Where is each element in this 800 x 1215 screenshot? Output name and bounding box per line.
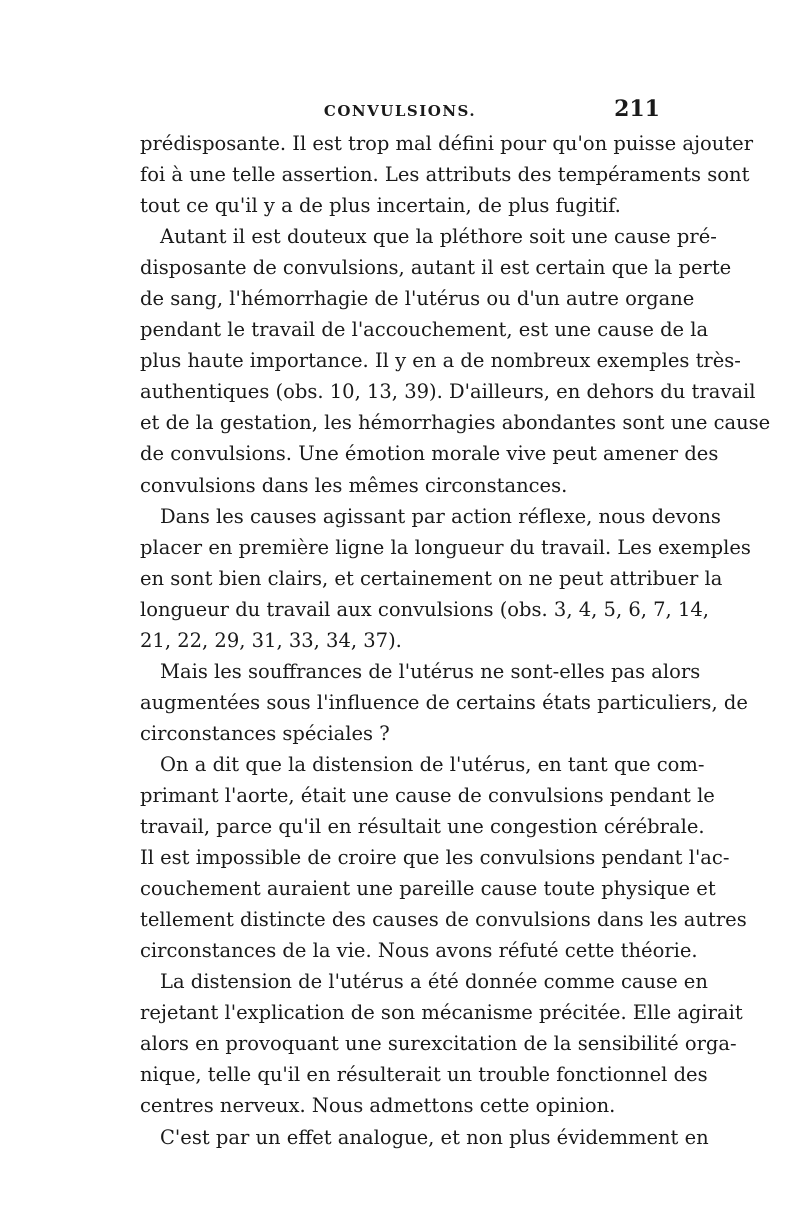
text-line: travail, parce qu'il en résultait une congestion cérébrale. (140, 815, 705, 839)
running-title: CONVULSIONS. (323, 102, 477, 120)
text-line: C'est par un effet analogue, et non plus évidemment en (160, 1125, 709, 1149)
text-line: 21, 22, 29, 31, 33, 34, 37). (140, 628, 402, 652)
text-line: authentiques (obs. 10, 13, 39). D'ailleurs, en dehors du travail (140, 380, 756, 404)
text-line: couchement auraient une pareille cause toute physique et (140, 877, 716, 901)
text-line: augmentées sous l'influence de certains états particuliers, de (140, 690, 748, 714)
text-line: nique, telle qu'il en résulterait un trouble fonctionnel des (140, 1063, 708, 1087)
text-line: tout ce qu'il y a de plus incertain, de plus fugitif. (140, 194, 621, 218)
running-head (140, 96, 660, 126)
text-line: foi à une telle assertion. Les attributs des tempéraments sont (140, 163, 750, 187)
text-line: La distension de l'utérus a été donnée comme cause en (160, 970, 708, 994)
page-number: 211 (614, 96, 660, 122)
text-line: prédisposante. Il est trop mal défini pour qu'on puisse ajouter (140, 132, 754, 155)
text-line: et de la gestation, les hémorrhagies abondantes sont une cause (140, 411, 771, 435)
text-line: de convulsions. Une émotion morale vive peut amener des (140, 442, 719, 466)
text-line: circonstances spéciales ? (140, 721, 390, 745)
text-line: circonstances de la vie. Nous avons réfuté cette théorie. (140, 939, 698, 963)
text-line: de sang, l'hémorrhagie de l'utérus ou d'un autre organe (140, 287, 695, 311)
text-line: alors en provoquant une surexcitation de la sensibilité orga- (140, 1032, 737, 1056)
text-line: en sont bien clairs, et certainement on ne peut attribuer la (140, 566, 723, 590)
body-text (140, 128, 771, 1153)
text-line: longueur du travail aux convulsions (obs. 3, 4, 5, 6, 7, 14, (140, 597, 709, 621)
text-line: primant l'aorte, était une cause de convulsions pendant le (140, 783, 715, 807)
text-line: tellement distincte des causes de convulsions dans les autres (140, 908, 747, 932)
text-line: Autant il est douteux que la pléthore soit une cause pré- (160, 225, 717, 249)
text-line: Mais les souffrances de l'utérus ne sont-elles pas alors (160, 659, 701, 683)
text-line: plus haute importance. Il y en a de nombreux exemples très- (140, 349, 741, 373)
text-line: Dans les causes agissant par action réflexe, nous devons (160, 504, 721, 528)
text-line: On a dit que la distension de l'utérus, en tant que com- (160, 752, 705, 776)
text-line: placer en première ligne la longueur du travail. Les exemples (140, 535, 751, 559)
text-line: Il est impossible de croire que les convulsions pendant l'ac- (140, 846, 730, 870)
text-line: centres nerveux. Nous admettons cette opinion. (140, 1094, 616, 1118)
text-line: convulsions dans les mêmes circonstances. (140, 473, 568, 497)
text-line: pendant le travail de l'accouchement, est une cause de la (140, 318, 709, 342)
text-line: disposante de convulsions, autant il est certain que la perte (140, 256, 732, 280)
text-line: rejetant l'explication de son mécanisme précitée. Elle agirait (140, 1001, 743, 1025)
